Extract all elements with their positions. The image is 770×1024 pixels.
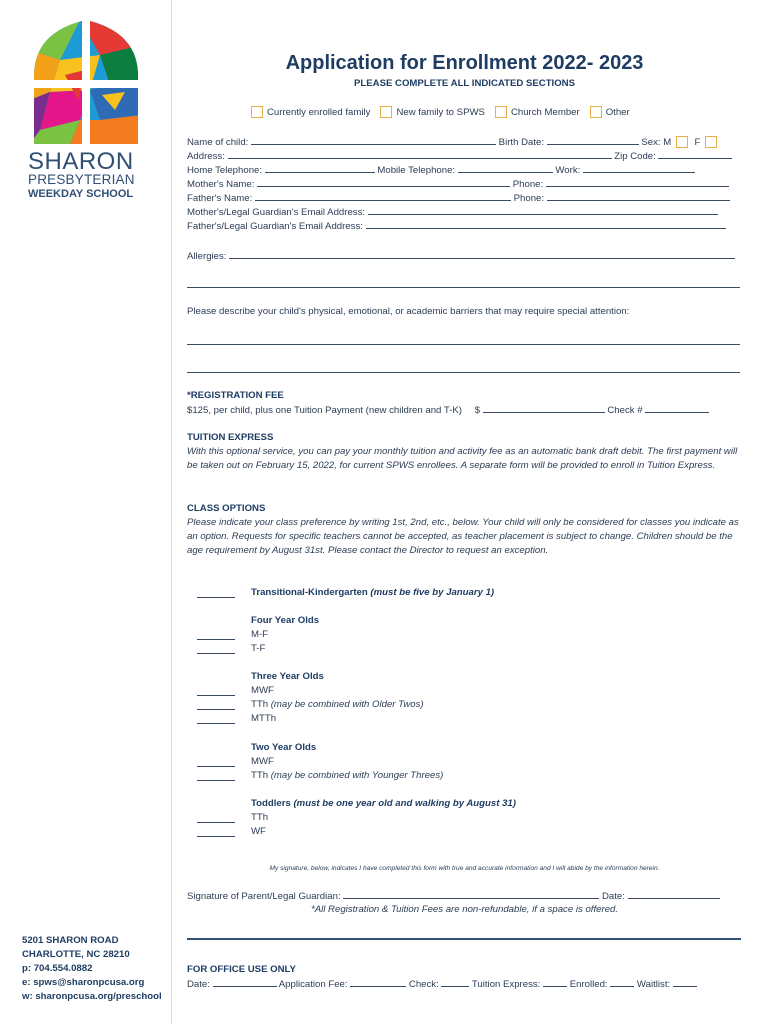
mother-email-field[interactable] [368,206,718,215]
tuition-heading: TUITION EXPRESS [187,432,274,443]
work-telephone-field[interactable] [583,164,695,173]
fees-note: *All Registration & Tuition Fees are non-refundable, if a space is offered. [311,904,618,915]
address-row: Address: Zip Code: [187,150,732,162]
four-year-title: Four Year Olds [251,615,320,626]
toddlers-tth-field[interactable] [197,822,235,823]
mother-name-field[interactable] [257,178,510,187]
toddlers-row: Toddlers (must be one year old and walking by August 31) [251,798,516,809]
three-year-title: Three Year Olds [251,671,324,682]
contact-info [22,934,162,1004]
form-title: Application for Enrollment 2022- 2023 [285,52,644,74]
checkbox[interactable] [251,106,263,118]
office-divider [187,938,741,940]
two-mwf-field[interactable] [197,766,235,767]
four-tf-field[interactable] [197,653,235,654]
child-name-row: Name of child: Birth Date: Sex: M F [187,136,721,148]
checkbox[interactable] [495,106,507,118]
four-mf-label: M-F [251,629,269,640]
office-date-field[interactable] [213,978,277,987]
three-tth-row: TTh (may be combined with Older Twos) [251,699,424,710]
office-app-fee-field[interactable] [350,978,406,987]
check-other[interactable]: Other [590,106,630,118]
sex-m-checkbox[interactable] [676,136,688,148]
zip-field[interactable] [658,150,732,159]
home-telephone-field[interactable] [265,164,375,173]
office-waitlist-field[interactable] [673,978,697,987]
signature-statement: My signature, below, indicates I have completed this form with true and accurate information and I will abide by the information herein. [269,865,660,872]
three-mtth-field[interactable] [197,723,235,724]
address-field[interactable] [228,150,612,159]
checkbox[interactable] [380,106,392,118]
address-line-1: 5201 SHARON ROAD [22,935,119,946]
four-mf-field[interactable] [197,639,235,640]
signature-field[interactable] [343,890,599,899]
barriers-field-2[interactable] [187,372,740,373]
father-name-field[interactable] [255,192,511,201]
sex-f-checkbox[interactable] [705,136,717,148]
check-currently-enrolled[interactable]: Currently enrolled family [251,106,370,118]
mobile-telephone-field[interactable] [458,164,553,173]
three-tth-field[interactable] [197,709,235,710]
allergies-field-2[interactable] [187,287,740,288]
logo-name: SHARON [28,148,134,175]
telephone-row: Home Telephone: Mobile Telephone: Work: [187,164,695,176]
two-mwf-label: MWF [251,756,274,767]
office-check-field[interactable] [441,978,469,987]
phone-line: p: 704.554.0882 [22,963,93,974]
church-window-logo [30,20,142,144]
family-type-checks [251,106,640,118]
address-line-2: CHARLOTTE, NC 28210 [22,949,130,960]
class-options-text: Please indicate your class preference by writing 1st, 2nd, etc., below. Your child will only be considered for classes you indicate as an option. Requests for specific teachers cannot be accepted, as teacher placement is subject to change. Children should be the age requirement by August 31st. Please contact the Director to request an exception. [187,517,739,556]
allergies-row: Allergies: [187,250,735,262]
mother-row: Mother's Name: Phone: [187,178,729,190]
two-tth-field[interactable] [197,780,235,781]
tk-preference-field[interactable] [197,597,235,598]
check-church-member[interactable]: Church Member [495,106,580,118]
three-mwf-label: MWF [251,685,274,696]
toddlers-wf-field[interactable] [197,836,235,837]
three-mwf-field[interactable] [197,695,235,696]
three-mtth-label: MTTh [251,713,277,724]
email-line: e: spws@sharonpcusa.org [22,977,145,988]
registration-row: $125, per child, plus one Tuition Payment (new children and T-K) $ Check # [187,404,709,416]
signature-date-field[interactable] [628,890,720,899]
office-tuition-express-field[interactable] [543,978,567,987]
tuition-text: With this optional service, you can pay your monthly tuition and activity fee as an automatic bank draft debit. The first payment will be taken out on February 15, 2022, for current SPWS enrollees. A separate form will be provided to enroll in Tuition Express. [187,446,738,471]
registration-check-field[interactable] [645,404,709,413]
father-email-row: Father's/Legal Guardian's Email Address: [187,220,726,232]
logo-subtitle: PRESBYTERIAN [28,172,135,187]
tk-row: Transitional-Kindergarten (must be five by January 1) [251,587,495,598]
toddlers-wf-label: WF [251,826,266,837]
two-year-title: Two Year Olds [251,742,317,753]
registration-amount-field[interactable] [483,404,605,413]
office-row: Date: Application Fee: Check: Tuition Express: Enrolled: Waitlist: [187,978,697,990]
father-phone-field[interactable] [547,192,730,201]
form-subtitle: PLEASE COMPLETE ALL INDICATED SECTIONS [353,78,576,89]
toddlers-tth-label: TTh [251,812,269,823]
barriers-label: Please describe your child's physical, emotional, or academic barriers that may require special attention: [187,306,630,317]
child-name-field[interactable] [251,136,496,145]
four-tf-label: T-F [251,643,266,654]
office-heading: FOR OFFICE USE ONLY [187,964,296,975]
allergies-field[interactable] [229,250,735,259]
birth-date-field[interactable] [547,136,639,145]
class-options-heading: CLASS OPTIONS [187,503,266,514]
checkbox[interactable] [590,106,602,118]
logo-subtitle-2: WEEKDAY SCHOOL [28,188,134,200]
father-email-field[interactable] [366,220,726,229]
barriers-field-1[interactable] [187,344,740,345]
mother-phone-field[interactable] [546,178,729,187]
sidebar [0,0,172,1024]
signature-row: Signature of Parent/Legal Guardian: Date: [187,890,720,902]
registration-heading: *REGISTRATION FEE [187,390,284,401]
check-new-family[interactable]: New family to SPWS [380,106,485,118]
mother-email-row: Mother's/Legal Guardian's Email Address: [187,206,718,218]
father-row: Father's Name: Phone: [187,192,730,204]
office-enrolled-field[interactable] [610,978,634,987]
web-line: w: sharonpcusa.org/preschool [22,991,162,1002]
two-tth-row: TTh (may be combined with Younger Threes) [251,770,444,781]
